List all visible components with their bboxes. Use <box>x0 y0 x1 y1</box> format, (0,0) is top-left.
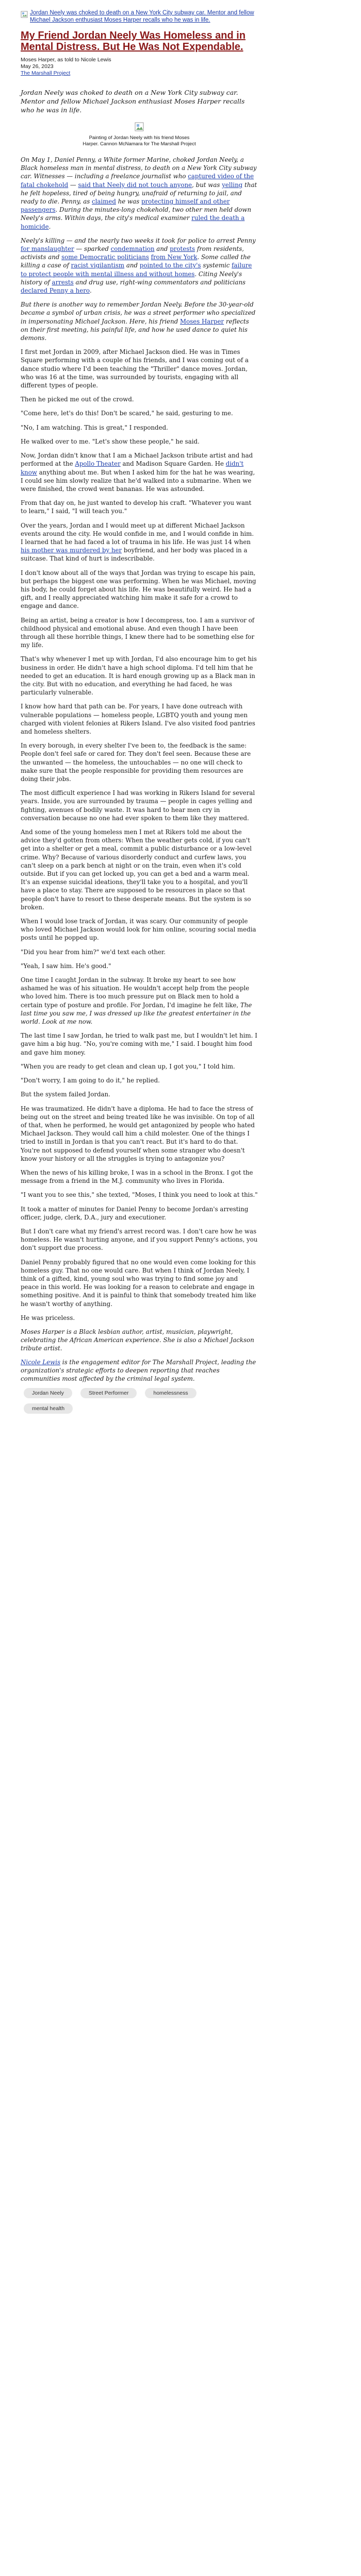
article-paragraph <box>21 236 258 295</box>
author-bio-harper <box>21 1328 258 1353</box>
inline-link[interactable]: declared Penny a hero <box>21 287 90 295</box>
article-paragraph <box>21 789 258 822</box>
article-paragraph <box>21 1031 258 1057</box>
inline-link[interactable]: for manslaughter <box>21 245 74 253</box>
text-run: But there is another way to remember Jordan Neely. Before the 30-year-old became a symbol of urban crisis, he was a street performer who specialized in impersonating Michael Jackson. Here, his friend <box>21 301 256 325</box>
text-run: "Don't worry, I am going to do it," he replied. <box>21 1077 160 1084</box>
text-run: The most difficult experience I had was working in Rikers Island for several years. Inside, you are surrounded by trauma — people in cages yelling and fighting, avenues of bodily waste. It was hard to hear men cry in conversation because no one had ever spoken to them like they mattered. <box>21 789 255 822</box>
text-run: . Some called the killing a case of <box>21 253 251 269</box>
figure-caption <box>83 135 195 147</box>
article-paragraph <box>21 828 258 911</box>
text-run: "Come here, let's do this! Don't be scared," he said, gesturing to me. <box>21 410 233 417</box>
text-run: . <box>48 223 51 230</box>
text-run: anything about me. But when I asked him for the hat he was wearing, I could see him slowly realize that he'd walked into a submarine. When we were finished, the crowd went bananas. He was astounded. <box>21 468 255 493</box>
article-paragraph <box>21 1205 258 1222</box>
article-paragraph <box>21 1314 258 1322</box>
article-paragraph <box>21 437 258 446</box>
article-paragraph <box>21 300 258 342</box>
article-paragraph <box>21 1168 258 1185</box>
text-run: It took a matter of minutes for Daniel Penny to become Jordan's arresting officer, judge, clerk, D.A., jury and executioner. <box>21 1205 249 1221</box>
text-run: That's why whenever I met up with Jordan, I'd also encourage him to get his business in order. He didn't have a high school diploma. I'd tell him that he needed to get an education. It is hard enough growing up as a Black man in the city. But with no education, and everything he had faced, he was particularly vulnerable. <box>21 655 257 697</box>
inline-link[interactable]: failure to protect people with mental illness and without homes <box>21 262 252 278</box>
article-paragraph <box>21 409 258 417</box>
text-run: Being an artist, being a creator is how I decompress, too. I am a survivor of childhood physical and emotional abuse. And even though I have been through all these horrible things, I knew there had to be something else for my life. <box>21 616 255 649</box>
article-paragraph <box>21 348 258 389</box>
text-run: he was <box>116 198 141 206</box>
text-run: that he felt hopeless, tired of being hungry, unafraid of returning to jail, and ready to die. Penny, as <box>21 181 257 206</box>
text-run: And some of the young homeless men I met at Rikers told me about the advice they'd gotten from others: When the weather gets cold, if you can't get into a shelter or get a meal, commit a public disturbance or a low-level crime. Why? Because of various disorderly conduct and curfew laws, you can't sleep on a park bench at night or on the train, even when it's cold outside. But if you can get locked up, you can get a bed and a warm meal. It's an expense suicidal ideations, they'll take you to a hospital, and you'll have a place to stay. There are supposed to be resources in place so that people don't have to resort to these desperate means. But the system is so broken. <box>21 828 252 911</box>
tag-mental-health[interactable]: mental health <box>24 1403 73 1414</box>
article-wrapper <box>21 9 258 1414</box>
article-paragraph <box>21 1227 258 1252</box>
text-run: — <box>68 181 78 189</box>
tag-list <box>24 1388 240 1414</box>
article-paragraph <box>21 569 258 611</box>
inline-link[interactable]: his mother was murdered by her <box>21 547 122 554</box>
text-run: From that day on, he just wanted to develop his craft. "Whatever you want to learn," I said, "I will teach you." <box>21 499 252 515</box>
text-run: Neely's killing — and the nearly two weeks it took for police to arrest Penny <box>21 236 256 244</box>
article-paragraph <box>21 948 258 956</box>
text-run: He was traumatized. He didn't have a diploma. He had to face the stress of being out on the street and being treated like he was invisible. On top of all of that, when he performed, he would get antagonized by people who hated Michael Jackson. They would call him a child molester. One of the things I tried to instill in Jordan is that you can't react. But it's hard to do that. You're not supposed to defend yourself when some stranger who doesn't know your history or all the struggles is trying to antagonize you? <box>21 1105 255 1162</box>
text-run: and Madison Square Garden. He <box>120 460 226 468</box>
article-paragraph <box>21 1062 258 1071</box>
article-paragraph <box>21 451 258 493</box>
text-run: systemic <box>201 262 232 269</box>
inline-link[interactable]: Apollo Theater <box>75 460 121 468</box>
article-paragraph <box>21 156 258 231</box>
text-run: "Did you hear from him?" we'd text each other. <box>21 948 166 956</box>
text-run: He was priceless. <box>21 1314 75 1321</box>
broken-image-icon <box>21 11 28 18</box>
article-paragraph <box>21 655 258 697</box>
article-paragraph <box>21 741 258 783</box>
text-run: When I would lose track of Jordan, it was scary. Our community of people who loved Michael Jackson would look for him online, scouring social media posts until he popped up. <box>21 918 256 942</box>
text-run: One time I caught Jordan in the subway. It broke my heart to see how ashamed he was of his situation. He wouldn't accept help from the people who loved him. There is too much pressure put on Black men to hold a certain type of posture and profile. For Jordan, I'd imagine he felt like, <box>21 976 250 1009</box>
text-run: But I don't care what my friend's arrest record was. I don't care how he was homeless. He wasn't hurting anyone, and if you support Penny's actions, you don't support due process. <box>21 1227 258 1252</box>
article-paragraph <box>21 917 258 942</box>
text-run: Over the years, Jordan and I would meet up at different Michael Jackson events around the city. He would confide in me, and I would confide in him. I learned that he had faced a lot of trauma in his life. He was just 14 when <box>21 521 254 546</box>
inline-link[interactable]: captured video of the fatal chokehold <box>21 173 254 189</box>
article-paragraph <box>21 1258 258 1308</box>
text-run: boyfriend, and her body was placed in a suitcase. That kind of hurt is indescribable. <box>21 547 248 563</box>
text-run: I don't know about all of the ways that Jordan was trying to escape his pain, but perhaps the biggest one was performing. When he was Michael, moving his body, he could forget about his life. He was beautifully weird. He had a gift, and I really appreciated watching him make it safe for a crowd to engage and dance. <box>21 569 256 610</box>
text-run: — sparked <box>74 245 111 253</box>
text-run: reflects on their first meeting, his painful life, and how he used dance to quiet his demons. <box>21 317 249 342</box>
article-title[interactable]: My Friend Jordan Neely Was Homeless and in Mental Distress. But He Was Not Expendable. <box>21 30 246 53</box>
text-run: In every borough, in every shelter I've been to, the feedback is the same: People don't feel safe or cared for. They don't feel seen. Because these are the unwanted — the homeless, the untouchables — no one will check to make sure that the people responsible for providing them resources are doing their jobs. <box>21 742 251 783</box>
text-run: On May 1, Daniel Penny, a White former Marine, choked Jordan Neely, a Black homeless man in mental distress, to death on a New York City subway car. Witnesses — including a freelance journalist who <box>21 156 257 180</box>
article-body <box>21 156 258 1322</box>
article-paragraph <box>21 521 258 563</box>
inline-link[interactable]: Moses Harper <box>180 317 224 325</box>
painting-image-icon <box>134 122 144 132</box>
text-run: . During the minutes-long chokehold, two other men held down Neely's arms. Within days, the city's medical examiner <box>21 206 252 222</box>
inline-link[interactable]: protecting himself and other passengers <box>21 198 230 214</box>
text-run: "When you are ready to get clean and clean up, I got you," I told him. <box>21 1062 235 1070</box>
inline-link[interactable]: yelling <box>222 181 243 189</box>
inline-link[interactable]: racist vigilantism <box>71 262 125 269</box>
text-run: is the engagement editor for The Marshall Project, leading the organization's strategic efforts to deepen reporting that reaches communities most affected by the criminal legal system. <box>21 1358 256 1382</box>
article-paragraph <box>21 1105 258 1163</box>
hero-image-alt-text[interactable]: Jordan Neely was choked to death on a New York City subway car. Mentor and fellow Michael Jackson enthusiast Moses Harper recalls who he was in life. <box>30 10 254 23</box>
article-paragraph <box>21 702 258 736</box>
text-run: , but was <box>192 181 222 189</box>
tag-street-performer[interactable]: Street Performer <box>80 1388 137 1398</box>
inline-link[interactable]: arrests <box>52 278 74 286</box>
text-run: I first met Jordan in 2009, after Michael Jackson died. He was in Times Square performing with a couple of his friends, and I was coming out of a dance studio where I'd been teaching the "Thriller" dance moves. Jordan, who was 16 at the time, was surrounded by tourists, engaging with all different types of people. <box>21 348 249 389</box>
inline-link[interactable]: claimed <box>92 198 116 206</box>
article-paragraph <box>21 976 258 1026</box>
publication-link[interactable]: The Marshall Project <box>21 70 71 76</box>
article-paragraph <box>21 395 258 403</box>
article-paragraph <box>21 423 258 432</box>
inline-link[interactable]: pointed to the city's <box>139 262 201 269</box>
text-run: from residents, activists and <box>21 245 244 261</box>
text-run: Then he picked me out of the crowd. <box>21 396 134 403</box>
inline-link[interactable]: protests <box>170 245 195 253</box>
inline-link[interactable]: from New York <box>151 253 198 261</box>
publish-date: May 26, 2023 <box>21 63 54 70</box>
text-run: Now, Jordan didn't know that I am a Michael Jackson tribute artist and had performed at the <box>21 452 253 468</box>
text-run: When the news of his killing broke, I was in a school in the Bronx. I got the message from a friend in the M.J. community who lives in Florida. <box>21 1168 253 1185</box>
article-paragraph <box>21 499 258 515</box>
article-meta <box>21 57 258 77</box>
text-run: and <box>154 245 170 253</box>
inline-link[interactable]: Nicole Lewis <box>21 1358 61 1366</box>
inline-link[interactable]: some Democratic politicians <box>61 253 149 261</box>
text-run: . Citing Neely's history of <box>21 270 242 286</box>
tag-jordan-neely[interactable]: Jordan Neely <box>24 1388 72 1398</box>
text-run: The last time you saw me, I was dressed up like the greatest entertainer in the world. Look at me now. <box>21 1001 252 1026</box>
author-bio-lewis <box>21 1358 258 1383</box>
article-paragraph <box>21 1191 258 1199</box>
text-run: I know how hard that path can be. For years, I have done outreach with vulnerable populations — homeless people, LGBTQ youth and young men charged with violent felonies at Rikers Island. I've also visited food pantries and homeless shelters. <box>21 703 255 735</box>
text-run: "I want you to see this," she texted, "Moses, I think you need to look at this." <box>21 1191 258 1199</box>
article-paragraph <box>21 616 258 650</box>
byline: Moses Harper, as told to Nicole Lewis <box>21 57 111 63</box>
tag-homelessness[interactable]: homelessness <box>145 1388 196 1398</box>
text-run: and drug use, right-wing commentators and politicians <box>73 278 246 286</box>
article-paragraph <box>21 962 258 970</box>
text-run: The last time I saw Jordan, he tried to walk past me, but I wouldn't let him. I gave him a big hug. "No, you're coming with me," I said. I bought him food and gave him money. <box>21 1032 257 1056</box>
article-figure <box>21 122 258 147</box>
inline-link[interactable]: condemnation <box>110 245 155 253</box>
article-paragraph <box>21 1090 258 1098</box>
text-run: He walked over to me. "Let's show these people," he said. <box>21 437 200 445</box>
text-run: "Yeah, I saw him. He's good." <box>21 962 111 970</box>
article-dek: Jordan Neely was choked to death on a New York City subway car. Mentor and fellow Michael Jackson enthusiast Moses Harper recalls who he was in life. <box>21 89 245 114</box>
text-run: and <box>124 262 140 269</box>
text-run: Daniel Penny probably figured that no one would even come looking for this homeless guy. That no one would care. But when I think of Jordan Neely, I think of a gifted, kind, young soul who was trying to find some joy and peace in this world. He was looking for a reason to celebrate and engage in something positive. And it is painful to think that somebody treated him like he wasn't worthy of anything. <box>21 1258 256 1308</box>
text-run: . <box>89 287 92 295</box>
figure-caption-line-1: Painting of Jordan Neely with his friend Moses <box>89 135 190 141</box>
figure-caption-line-2: Harper. Cannon McNamara for The Marshall Project <box>83 141 196 147</box>
text-run: But the system failed Jordan. <box>21 1091 110 1098</box>
text-run: "No, I am watching. This is great," I responded. <box>21 423 168 431</box>
text-run: Moses Harper is a Black lesbian author, artist, musician, playwright, celebrating the African American experience. She is also a Michael Jackson tribute artist. <box>21 1328 254 1352</box>
inline-link[interactable]: said that Neely did not touch anyone <box>78 181 192 189</box>
article-paragraph <box>21 1076 258 1084</box>
inline-link[interactable]: didn't know <box>21 460 244 476</box>
hero-image-link[interactable] <box>21 9 258 24</box>
inline-link[interactable]: ruled the death a homicide <box>21 214 245 230</box>
